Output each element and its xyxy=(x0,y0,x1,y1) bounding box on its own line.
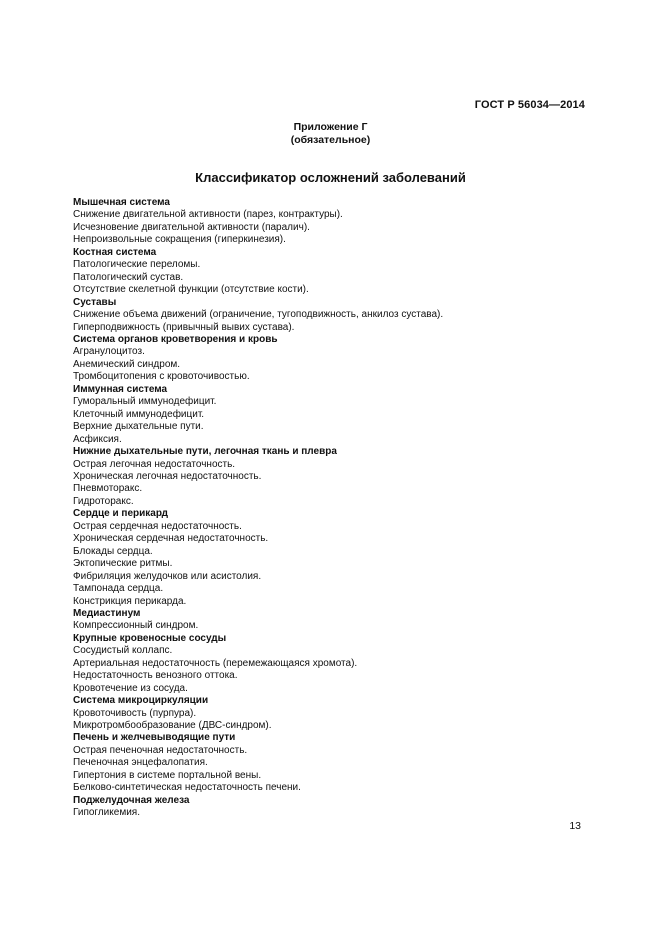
list-item: Блокады сердца. xyxy=(73,545,153,557)
list-item: Острая печеночная недостаточность. xyxy=(73,744,248,756)
list-item: Эктопические ритмы. xyxy=(73,558,173,570)
list-item: Гиперподвижность (привычный вывих сустава). xyxy=(73,321,295,333)
section-heading: Поджелудочная железа xyxy=(73,794,190,806)
list-item: Хроническая легочная недостаточность. xyxy=(73,470,262,482)
annex-title: Приложение Г xyxy=(293,121,368,133)
section-heading: Крупные кровеносные сосуды xyxy=(73,632,227,644)
list-item: Пневмоторакс. xyxy=(73,483,143,495)
document-title: Классификатор осложнений заболеваний xyxy=(195,170,466,185)
page-number: 13 xyxy=(569,820,581,832)
list-item: Сосудистый коллапс. xyxy=(73,645,173,657)
list-item: Компрессионный синдром. xyxy=(73,620,199,632)
list-item: Гуморальный иммунодефицит. xyxy=(73,396,217,408)
list-item: Острая легочная недостаточность. xyxy=(73,458,236,470)
classifier-list xyxy=(73,197,593,820)
list-item: Патологический сустав. xyxy=(73,271,184,283)
section-heading: Нижние дыхательные пути, легочная ткань и плевра xyxy=(73,446,337,458)
standard-designation: ГОСТ Р 56034—2014 xyxy=(474,99,585,111)
section-heading: Суставы xyxy=(73,296,117,308)
list-item: Отсутствие скелетной функции (отсутствие кости). xyxy=(73,284,309,296)
list-item: Гипертония в системе портальной вены. xyxy=(73,769,262,781)
section-heading: Мышечная система xyxy=(73,197,170,208)
list-item: Исчезновение двигательной активности (паралич). xyxy=(73,221,310,233)
section-heading: Иммунная система xyxy=(73,383,168,395)
section-heading: Медиастинум xyxy=(73,607,141,619)
list-item: Микротромбообразование (ДВС-синдром). xyxy=(73,720,272,732)
list-item: Гипогликемия. xyxy=(73,807,140,819)
section-heading: Костная система xyxy=(73,246,157,258)
list-item: Белково-синтетическая недостаточность печени. xyxy=(73,782,301,794)
list-item: Асфиксия. xyxy=(73,433,122,445)
list-item: Снижение двигательной активности (парез, контрактуры). xyxy=(73,209,343,221)
list-item: Гидроторакс. xyxy=(73,495,134,507)
list-item: Недостаточность венозного оттока. xyxy=(73,670,238,682)
list-item: Острая сердечная недостаточность. xyxy=(73,520,242,532)
list-item: Тромбоцитопения с кровоточивостью. xyxy=(73,371,250,383)
list-item: Кровоточивость (пурпура). xyxy=(73,707,197,719)
list-item: Печеночная энцефалопатия. xyxy=(73,757,208,769)
list-item: Снижение объема движений (ограничение, тугоподвижность, анкилоз сустава). xyxy=(73,309,444,321)
list-item: Клеточный иммунодефицит. xyxy=(73,408,205,420)
section-heading: Система органов кроветворения и кровь xyxy=(73,333,278,345)
section-heading: Сердце и перикард xyxy=(73,508,169,520)
list-item: Хроническая сердечная недостаточность. xyxy=(73,533,269,545)
section-heading: Система микроциркуляции xyxy=(73,695,209,707)
list-item: Патологические переломы. xyxy=(73,259,201,271)
section-heading: Печень и желчевыводящие пути xyxy=(73,732,236,744)
list-item: Кровотечение из сосуда. xyxy=(73,682,188,694)
list-item: Тампонада сердца. xyxy=(73,583,164,595)
list-item: Констрикция перикарда. xyxy=(73,595,187,607)
list-item: Верхние дыхательные пути. xyxy=(73,421,204,433)
list-item: Артериальная недостаточность (перемежающаяся хромота). xyxy=(73,657,358,669)
annex-header xyxy=(0,121,661,147)
annex-status: (обязательное) xyxy=(290,134,371,146)
list-item: Агранулоцитоз. xyxy=(73,346,145,358)
list-item: Фибриляция желудочков или асистолия. xyxy=(73,570,262,582)
list-item: Анемический синдром. xyxy=(73,358,181,370)
list-item: Непроизвольные сокращения (гиперкинезия). xyxy=(73,234,286,246)
